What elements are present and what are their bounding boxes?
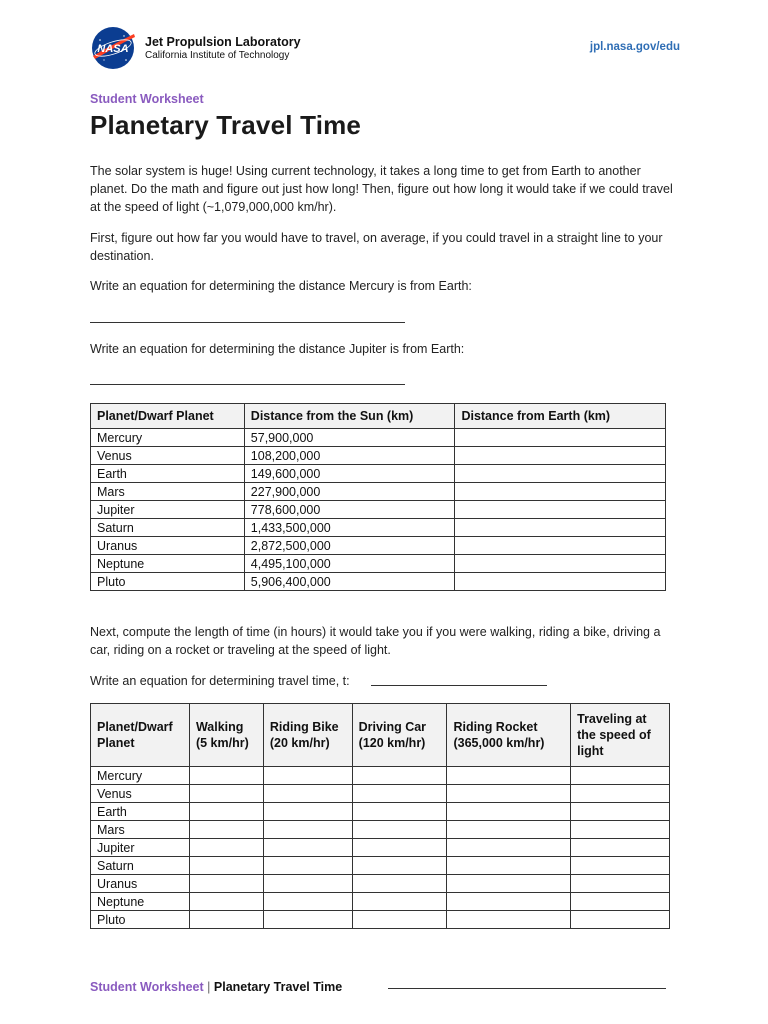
- answer-cell[interactable]: [447, 911, 571, 929]
- footer-label: Student Worksheet: [90, 980, 204, 994]
- answer-cell[interactable]: [571, 857, 670, 875]
- answer-cell[interactable]: [447, 803, 571, 821]
- footer-rule: [388, 988, 666, 989]
- planet-name: Mercury: [91, 767, 190, 785]
- planet-name: Neptune: [91, 893, 190, 911]
- planet-name: Uranus: [91, 875, 190, 893]
- distance-sun: 5,906,400,000: [244, 573, 455, 591]
- col-header-rocket: Riding Rocket (365,000 km/hr): [447, 704, 571, 767]
- site-link[interactable]: jpl.nasa.gov/edu: [589, 41, 680, 53]
- planet-name: Saturn: [91, 519, 245, 537]
- org-name: Jet Propulsion Laboratory: [145, 35, 301, 49]
- answer-cell[interactable]: [189, 821, 263, 839]
- table-row: [91, 803, 670, 821]
- footer-separator: |: [207, 980, 211, 994]
- distance-earth-cell[interactable]: [455, 555, 666, 573]
- intro-paragraph: The solar system is huge! Using current technology, it takes a long time to get from Earth to another planet. Do the math and figure out just how long! Then, figure out how long it would take if we could travel at the speed of light (~1,079,000,000 km/hr).: [90, 164, 673, 214]
- table-row: [91, 555, 666, 573]
- answer-cell[interactable]: [189, 875, 263, 893]
- answer-cell[interactable]: [189, 857, 263, 875]
- answer-cell[interactable]: [189, 839, 263, 857]
- instructions-paragraph: First, figure out how far you would have to travel, on average, if you could travel in a straight line to your destination.: [90, 231, 663, 263]
- table-row: [91, 875, 670, 893]
- answer-cell[interactable]: [352, 875, 447, 893]
- answer-cell[interactable]: [352, 839, 447, 857]
- table-row: [91, 465, 666, 483]
- distance-sun: 108,200,000: [244, 447, 455, 465]
- planet-name: Saturn: [91, 857, 190, 875]
- org-subtitle: California Institute of Technology: [145, 50, 290, 61]
- travel-time-table: [90, 703, 670, 929]
- planet-name: Earth: [91, 803, 190, 821]
- answer-cell[interactable]: [352, 911, 447, 929]
- answer-cell[interactable]: [189, 911, 263, 929]
- answer-cell[interactable]: [447, 893, 571, 911]
- mercury-equation-prompt: Write an equation for determining the distance Mercury is from Earth:: [90, 279, 472, 293]
- distance-earth-cell[interactable]: [455, 519, 666, 537]
- table-row: [91, 573, 666, 591]
- distance-earth-cell[interactable]: [455, 429, 666, 447]
- planet-name: Jupiter: [91, 839, 190, 857]
- nasa-logo-text: NASA: [97, 43, 129, 55]
- col-header-car: Driving Car (120 km/hr): [352, 704, 447, 767]
- table-row: [91, 429, 666, 447]
- answer-cell[interactable]: [571, 767, 670, 785]
- answer-cell[interactable]: [352, 893, 447, 911]
- answer-cell[interactable]: [263, 767, 352, 785]
- answer-cell[interactable]: [189, 893, 263, 911]
- answer-cell[interactable]: [263, 875, 352, 893]
- table-row: [91, 501, 666, 519]
- org-block: [145, 35, 301, 62]
- planet-name: Venus: [91, 785, 190, 803]
- planet-name: Pluto: [91, 911, 190, 929]
- footer-title: Planetary Travel Time: [213, 980, 343, 994]
- distance-sun: 149,600,000: [244, 465, 455, 483]
- answer-cell[interactable]: [447, 821, 571, 839]
- travel-time-answer-line[interactable]: [371, 685, 547, 686]
- answer-cell[interactable]: [447, 875, 571, 893]
- answer-cell[interactable]: [447, 767, 571, 785]
- answer-cell[interactable]: [189, 785, 263, 803]
- answer-cell[interactable]: [263, 893, 352, 911]
- answer-cell[interactable]: [571, 803, 670, 821]
- table-row: [91, 767, 670, 785]
- distance-sun: 1,433,500,000: [244, 519, 455, 537]
- answer-cell[interactable]: [263, 839, 352, 857]
- distance-sun: 2,872,500,000: [244, 537, 455, 555]
- page-header: [90, 26, 680, 70]
- answer-cell[interactable]: [571, 785, 670, 803]
- table-row: [91, 821, 670, 839]
- col-header-planet: Planet/Dwarf Planet: [91, 704, 190, 767]
- planet-name: Neptune: [91, 555, 245, 573]
- distance-earth-cell[interactable]: [455, 447, 666, 465]
- distance-earth-cell[interactable]: [455, 537, 666, 555]
- table-row: [91, 447, 666, 465]
- answer-cell[interactable]: [571, 911, 670, 929]
- jupiter-equation-prompt: Write an equation for determining the distance Jupiter is from Earth:: [90, 342, 465, 356]
- distance-earth-cell[interactable]: [455, 573, 666, 591]
- distance-sun: 57,900,000: [244, 429, 455, 447]
- answer-cell[interactable]: [352, 821, 447, 839]
- distance-earth-cell[interactable]: [455, 465, 666, 483]
- answer-cell[interactable]: [571, 821, 670, 839]
- page-title: Planetary Travel Time: [90, 110, 362, 140]
- col-header-bike: Riding Bike (20 km/hr): [263, 704, 352, 767]
- footer-text: [90, 980, 342, 994]
- distance-sun: 4,495,100,000: [244, 555, 455, 573]
- planet-name: Mercury: [91, 429, 245, 447]
- planet-name: Jupiter: [91, 501, 245, 519]
- col-header-light: Traveling at the speed of light: [571, 704, 670, 767]
- answer-cell[interactable]: [571, 875, 670, 893]
- answer-cell[interactable]: [447, 839, 571, 857]
- table-row: [91, 785, 670, 803]
- answer-cell[interactable]: [571, 893, 670, 911]
- mercury-answer-line[interactable]: [90, 322, 405, 323]
- answer-cell[interactable]: [571, 839, 670, 857]
- table-row: [91, 911, 670, 929]
- answer-cell[interactable]: [263, 821, 352, 839]
- distance-sun: 227,900,000: [244, 483, 455, 501]
- answer-cell[interactable]: [352, 785, 447, 803]
- planet-name: Mars: [91, 483, 245, 501]
- table-row: [91, 483, 666, 501]
- table-row: [91, 537, 666, 555]
- answer-cell[interactable]: [263, 857, 352, 875]
- travel-time-equation-prompt: Write an equation for determining travel time, t:: [90, 674, 350, 688]
- answer-cell[interactable]: [447, 785, 571, 803]
- table-row: [91, 893, 670, 911]
- col-header-distance-sun: Distance from the Sun (km): [244, 404, 455, 429]
- answer-cell[interactable]: [352, 767, 447, 785]
- planet-name: Pluto: [91, 573, 245, 591]
- distance-earth-cell[interactable]: [455, 501, 666, 519]
- answer-cell[interactable]: [189, 803, 263, 821]
- planet-name: Uranus: [91, 537, 245, 555]
- col-header-distance-earth: Distance from Earth (km): [455, 404, 666, 429]
- planet-name: Venus: [91, 447, 245, 465]
- planet-name: Mars: [91, 821, 190, 839]
- table-row: [91, 857, 670, 875]
- answer-cell[interactable]: [352, 857, 447, 875]
- table-row: [91, 839, 670, 857]
- travel-time-paragraph: Next, compute the length of time (in hours) it would take you if you were walking, riding a bike, driving a car, riding on a rocket or traveling at the speed of light.: [90, 625, 661, 657]
- answer-cell[interactable]: [263, 803, 352, 821]
- answer-cell[interactable]: [447, 857, 571, 875]
- planet-name: Earth: [91, 465, 245, 483]
- worksheet-label: Student Worksheet: [90, 92, 204, 106]
- distance-sun: 778,600,000: [244, 501, 455, 519]
- answer-cell[interactable]: [263, 785, 352, 803]
- distance-earth-cell[interactable]: [455, 483, 666, 501]
- answer-cell[interactable]: [189, 767, 263, 785]
- table-row: [91, 519, 666, 537]
- nasa-logo-icon: [90, 26, 136, 70]
- answer-cell[interactable]: [263, 911, 352, 929]
- col-header-planet: Planet/Dwarf Planet: [91, 404, 245, 429]
- jupiter-answer-line[interactable]: [90, 384, 405, 385]
- distance-table: [90, 403, 666, 591]
- page-footer: [90, 980, 666, 996]
- col-header-walking: Walking (5 km/hr): [189, 704, 263, 767]
- answer-cell[interactable]: [352, 803, 447, 821]
